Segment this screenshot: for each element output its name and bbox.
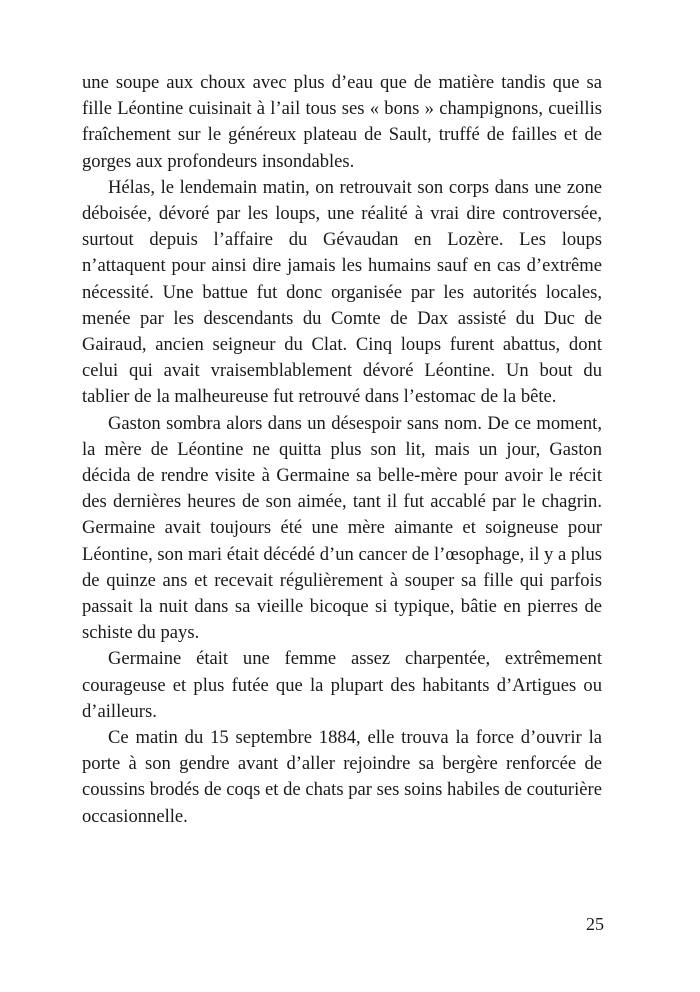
paragraph-1: une soupe aux choux avec plus d’eau que de matière tandis que sa fille Léontine cuisinait à l’ail tous ses « bons » champignons, cueillis fraîchement sur le généreux plateau de Sault, truffé de failles et de gorges aux profondeurs insondables. [82, 72, 602, 172]
paragraph-4: Germaine était une femme assez charpentée, extrêmement courageuse et plus futée que la plupart des habitants d’Artigues ou d’ailleurs. [82, 648, 602, 722]
page-number: 25 [586, 914, 604, 934]
paragraph-3: Gaston sombra alors dans un désespoir sans nom. De ce moment, la mère de Léontine ne quitta plus son lit, mais un jour, Gaston décida de rendre visite à Germaine sa belle-mère pour avoir le récit des dernières heures de son aimée, tant il fut accablé par le chagrin. Germaine avait toujours été une mère aimante et soigneuse pour Léontine, son mari était décédé d’un cancer de l’œsophage, il y a plus de quinze ans et recevait régulièrement à souper sa fille qui parfois passait la nuit dans sa vieille bicoque si typique, bâtie en pierres de schiste du pays. [82, 412, 602, 644]
paragraph-5: Ce matin du 15 septembre 1884, elle trouva la force d’ouvrir la porte à son gendre avant d’aller rejoindre sa bergère renforcée de coussins brodés de coqs et de chats par ses soins habiles de couturière occasionnelle. [82, 727, 602, 827]
body-text [82, 70, 602, 830]
paragraph-2: Hélas, le lendemain matin, on retrouvait son corps dans une zone déboisée, dévoré par les loups, une réalité à vrai dire controversée, surtout depuis l’affaire du Gévaudan en Lozère. Les loups n’attaquent pour ainsi dire jamais les humains sauf en cas d’extrême nécessité. Une battue fut donc organisée par les autorités locales, menée par les descendants du Comte de Dax assisté du Duc de Gairaud, ancien seigneur du Clat. Cinq loups furent abattus, dont celui qui avait vraisemblablement dévoré Léontine. Un bout du tablier de la malheureuse fut retrouvé dans l’estomac de la bête. [82, 176, 602, 408]
